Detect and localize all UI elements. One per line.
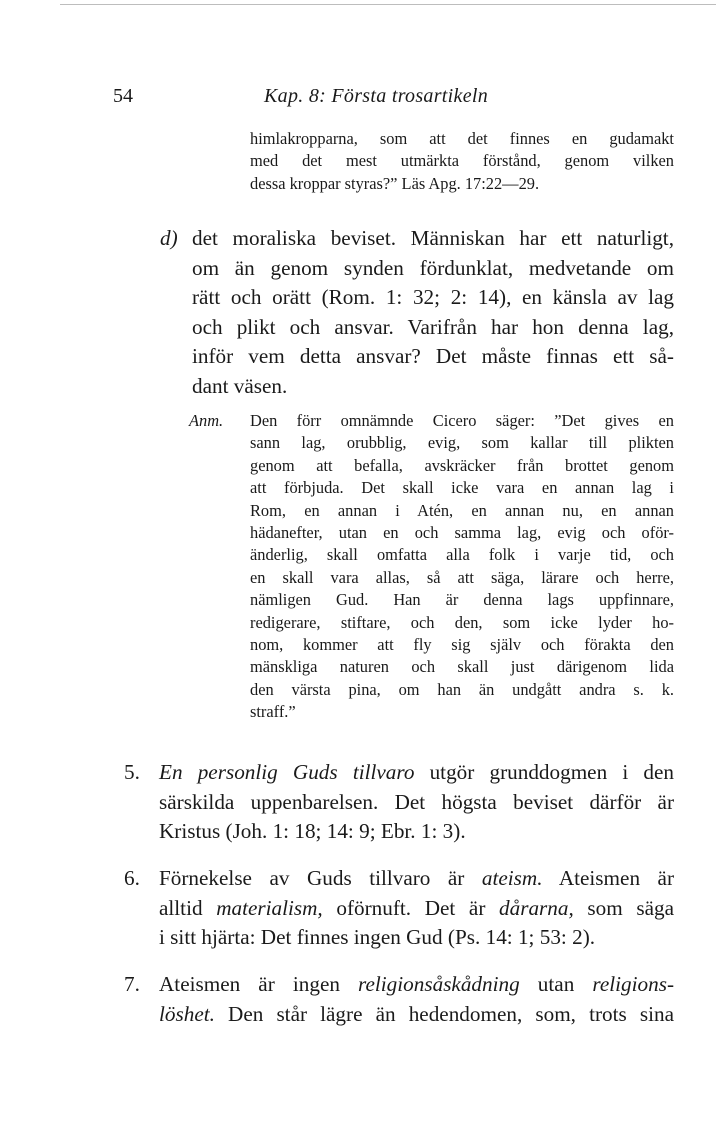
text-line: löshet. Den står lägre än hedendomen, som, trots sina	[159, 1001, 674, 1026]
item-6-number: 6.	[124, 866, 140, 890]
text-line: Rom, en annan i Atén, en annan nu, en annan	[250, 500, 674, 520]
italic-term: religions-	[592, 972, 674, 996]
top-rule	[60, 4, 716, 5]
text-line: genom att befalla, avskräcker från brottet genom	[250, 455, 674, 475]
text-line: straff.”	[250, 702, 296, 722]
text-line: och plikt och ansvar. Varifrån har hon denna lag,	[192, 314, 674, 339]
item-5-number: 5.	[124, 760, 140, 784]
item-7-number: 7.	[124, 972, 140, 996]
item-7-paragraph	[159, 970, 674, 1029]
italic-term: materialism,	[216, 895, 323, 920]
text-line: inför vem detta ansvar? Det måste finnas ett så-	[192, 344, 674, 369]
text-line: Kristus (Joh. 1: 18; 14: 9; Ebr. 1: 3).	[159, 819, 466, 844]
text-line: dant väsen.	[192, 373, 288, 398]
text-line: mänskliga naturen och skall just därigenom lida	[250, 657, 674, 677]
text-line: alltid materialism, oförnuft. Det är dårarna, som säga	[159, 895, 675, 920]
text-line: den värsta pina, om han än undgått andra s. k.	[250, 679, 674, 699]
text-line: sann lag, orubblig, evig, som kallar till plikten	[250, 433, 674, 453]
running-title: Kap. 8: Första trosartikeln	[264, 85, 489, 107]
continuation-paragraph	[250, 128, 674, 195]
text-line: om än genom synden fördunklat, medvetande om	[192, 255, 674, 280]
text-line: Den förr omnämnde Cicero säger: ”Det gives en	[250, 411, 674, 430]
text-line: himlakropparna, som att det finnes en gudamakt	[250, 129, 674, 148]
text-line: med det mest utmärkta förstånd, genom vilken	[250, 151, 674, 171]
italic-term: dårarna,	[499, 895, 574, 920]
italic-term: ateism.	[481, 866, 543, 890]
text-line: änderlig, skall omfatta alla folk i varje tid, och	[250, 545, 674, 565]
section-d-label: d)	[160, 226, 178, 250]
text-line: Förnekelse av Guds tillvaro är ateism. Ateismen är	[159, 866, 674, 890]
text-line: det moraliska beviset. Människan har ett naturligt,	[192, 226, 674, 250]
text-line: redigerare, stiftare, och den, som icke lyder ho-	[250, 612, 674, 632]
text-line: nämligen Gud. Han är denna lags uppfinnare,	[250, 590, 674, 610]
note-paragraph	[250, 410, 674, 724]
italic-term: religionsåskådning	[358, 972, 520, 996]
text-line: särskilda uppenbarelsen. Det högsta beviset därför är	[159, 789, 674, 814]
item-5-paragraph	[159, 758, 674, 847]
page-number: 54	[113, 85, 133, 107]
text-line: en skall vara allas, så att säga, lärare och herre,	[250, 567, 674, 587]
text-line: att förbjuda. Det skall icke vara en annan lag i	[250, 478, 674, 498]
italic-term: löshet.	[159, 1001, 215, 1026]
text-line: hädanefter, utan en och samma lag, evig och oför-	[250, 523, 674, 543]
text-line: rätt och orätt (Rom. 1: 32; 2: 14), en känsla av lag	[192, 285, 674, 310]
italic-phrase: En personlig Guds tillvaro	[159, 760, 415, 784]
note-label: Anm.	[189, 411, 224, 430]
item-6-paragraph	[159, 864, 674, 953]
section-d-paragraph	[192, 224, 674, 402]
text-line: i sitt hjärta: Det finnes ingen Gud (Ps. 14: 1; 53: 2).	[159, 925, 596, 950]
text-line: En personlig Guds tillvaro utgör grunddogmen i den	[159, 760, 674, 784]
text-line: dessa kroppar styras?” Läs Apg. 17:22—29.	[250, 173, 540, 193]
text-line: nom, kommer att fly sig själv och förakta den	[250, 635, 674, 655]
text-line: Ateismen är ingen religionsåskådning utan religions-	[159, 972, 674, 996]
